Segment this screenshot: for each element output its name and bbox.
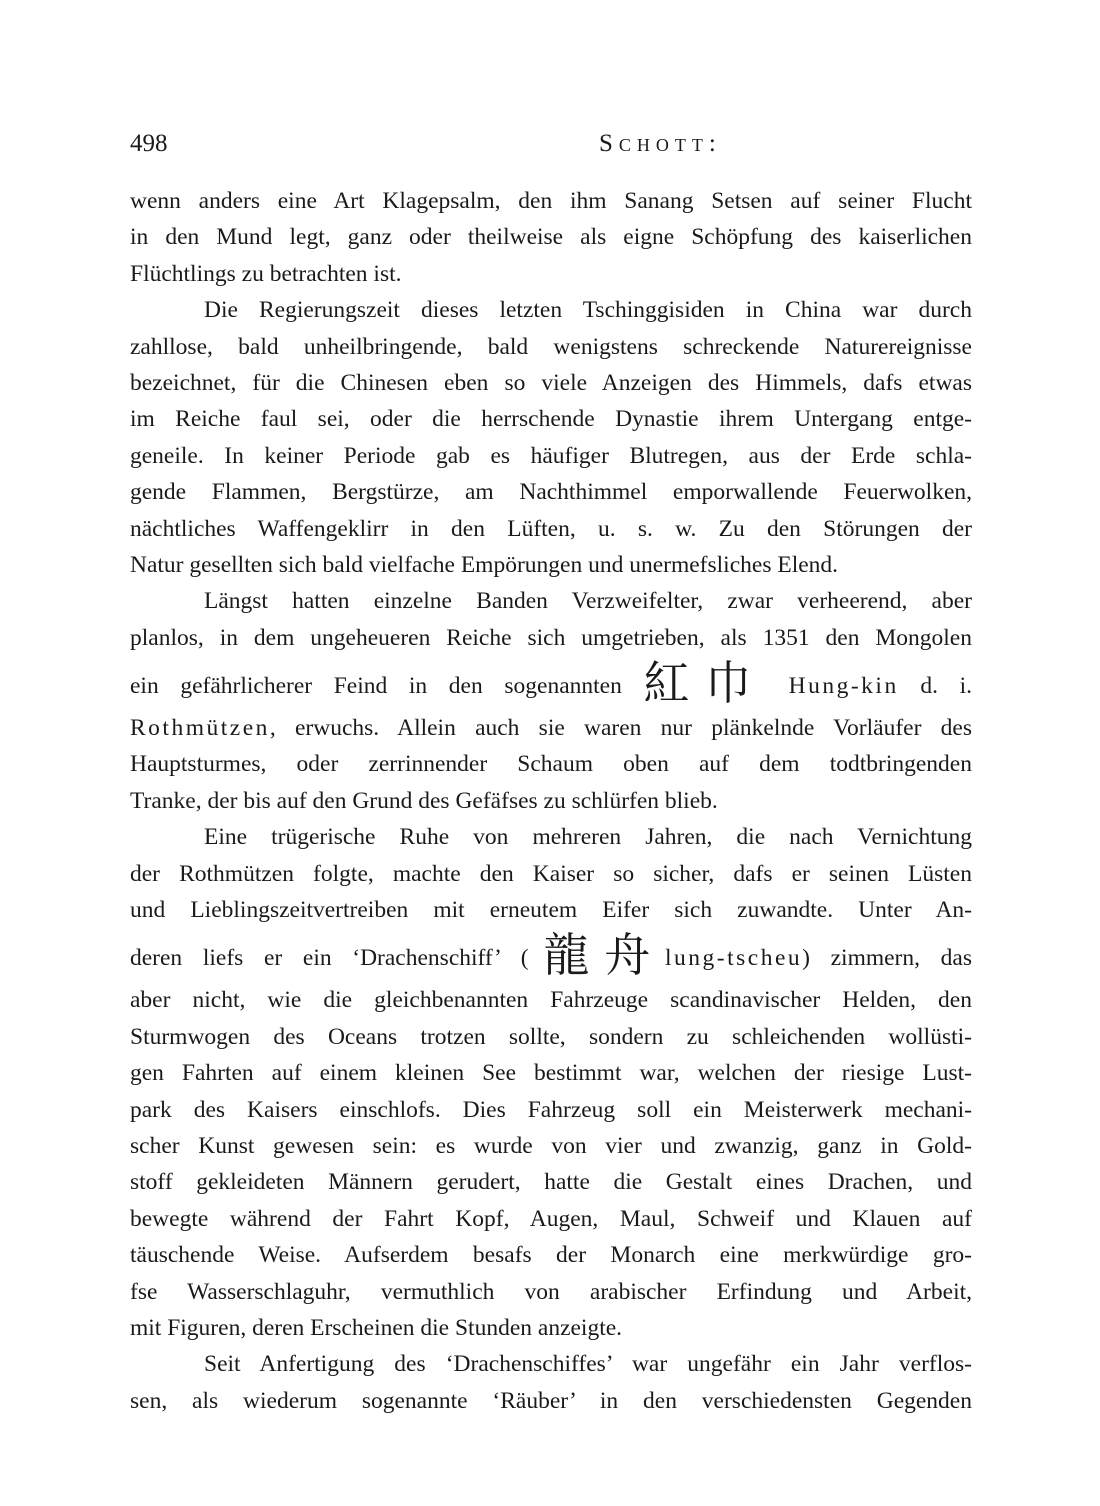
text-segment: ein gefährlicherer Feind in den sogenannten bbox=[130, 673, 622, 700]
text-line: sen, als wiederum sogenannte ‘Räuber’ in den verschiedensten Gegenden bbox=[130, 1387, 972, 1414]
text-line: bezeichnet, für die Chinesen eben so viele Anzeigen des Himmels, dafs etwas bbox=[130, 369, 972, 396]
text-line: Sturmwogen des Oceans trotzen sollte, sondern zu schleichenden wollüsti- bbox=[130, 1023, 972, 1050]
text-line-rothmuetzen bbox=[130, 710, 972, 746]
page-number: 498 bbox=[130, 130, 168, 157]
text-segment: ) zimmern, das bbox=[802, 945, 972, 972]
text-line: Eine trügerische Ruhe von mehreren Jahren, die nach Vernichtung bbox=[204, 824, 972, 851]
text-line: zahllose, bald unheilbringende, bald wenigstens schreckende Naturereignisse bbox=[130, 333, 972, 360]
text-line: Seit Anfertigung des ‘Drachenschiffes’ war ungefähr ein Jahr verflos- bbox=[204, 1351, 972, 1378]
text-line: planlos, in dem ungeheueren Reiche sich umgetrieben, als 1351 den Mongolen bbox=[130, 624, 972, 651]
running-head: Schott: bbox=[599, 130, 722, 157]
text-line: der Rothmützen folgte, machte den Kaiser so sicher, dafs er seinen Lüsten bbox=[130, 860, 972, 887]
romanization-lung-tscheu: lung-tscheu bbox=[664, 945, 803, 972]
text-line: Tranke, der bis auf den Grund des Gefäfses zu schlürfen blieb. bbox=[130, 787, 718, 814]
text-line: Die Regierungszeit dieses letzten Tschinggisiden in China war durch bbox=[204, 297, 972, 324]
text-line-drachenschiff bbox=[130, 928, 972, 982]
text-line: und Lieblingszeitvertreiben mit erneutem Eifer sich zuwandte. Unter An- bbox=[130, 897, 972, 924]
text-line: bewegte während der Fahrt Kopf, Augen, Maul, Schweif und Klauen auf bbox=[130, 1205, 972, 1232]
text-segment: d. i. bbox=[920, 673, 972, 700]
text-segment: deren liefs er ein ‘Drachenschiff’ ( bbox=[130, 945, 529, 972]
text-line: gen Fahrten auf einem kleinen See bestimmt war, welchen der riesige Lust- bbox=[130, 1060, 972, 1087]
text-line: in den Mund legt, ganz oder theilweise als eigne Schöpfung des kaiserlichen bbox=[130, 224, 972, 251]
text-line: fse Wasserschlaguhr, vermuthlich von arabischer Erfindung und Arbeit, bbox=[130, 1278, 972, 1305]
text-line: geneile. In keiner Periode gab es häufiger Blutregen, aus der Erde schla- bbox=[130, 442, 972, 469]
text-line: aber nicht, wie die gleichbenannten Fahrzeuge scandinavischer Helden, den bbox=[130, 987, 972, 1014]
chinese-characters-hung-kin: 紅巾 bbox=[643, 656, 767, 711]
body-text bbox=[130, 183, 972, 1419]
text-line: scher Kunst gewesen sein: es wurde von vier und zwanzig, ganz in Gold- bbox=[130, 1132, 972, 1159]
text-segment: , erwuchs. Allein auch sie waren nur plänkelnde Vorläufer des bbox=[269, 715, 972, 742]
romanization-hung-kin: Hung-kin bbox=[788, 673, 899, 700]
text-line-hung-kin bbox=[130, 656, 972, 710]
text-line: mit Figuren, deren Erscheinen die Stunden anzeigte. bbox=[130, 1314, 623, 1341]
text-line: nächtliches Waffengeklirr in den Lüften, u. s. w. Zu den Störungen der bbox=[130, 515, 972, 542]
text-line: Längst hatten einzelne Banden Verzweifelter, zwar verheerend, aber bbox=[204, 588, 972, 615]
text-line: Hauptsturmes, oder zerrinnender Schaum oben auf dem todtbringenden bbox=[130, 751, 972, 778]
text-line: stoff gekleideten Männern gerudert, hatte die Gestalt eines Drachen, und bbox=[130, 1169, 972, 1196]
page-header bbox=[130, 130, 972, 170]
chinese-characters-lung-tscheu: 龍舟 bbox=[528, 928, 665, 983]
text-line: park des Kaisers einschlofs. Dies Fahrzeug soll ein Meisterwerk mechani- bbox=[130, 1096, 972, 1123]
text-line: wenn anders eine Art Klagepsalm, den ihm Sanang Setsen auf seiner Flucht bbox=[130, 188, 972, 214]
text-line: im Reiche faul sei, oder die herrschende Dynastie ihrem Untergang entge- bbox=[130, 406, 972, 433]
text-line: Natur gesellten sich bald vielfache Empörungen und unermefsliches Elend. bbox=[130, 551, 839, 578]
text-line: Flüchtlings zu betrachten ist. bbox=[130, 260, 402, 287]
text-line: täuschende Weise. Aufserdem besafs der Monarch eine merkwürdige gro- bbox=[130, 1242, 972, 1269]
spaced-term-rothmuetzen: Rothmützen bbox=[130, 715, 270, 742]
text-line: gende Flammen, Bergstürze, am Nachthimmel emporwallende Feuerwolken, bbox=[130, 479, 972, 506]
